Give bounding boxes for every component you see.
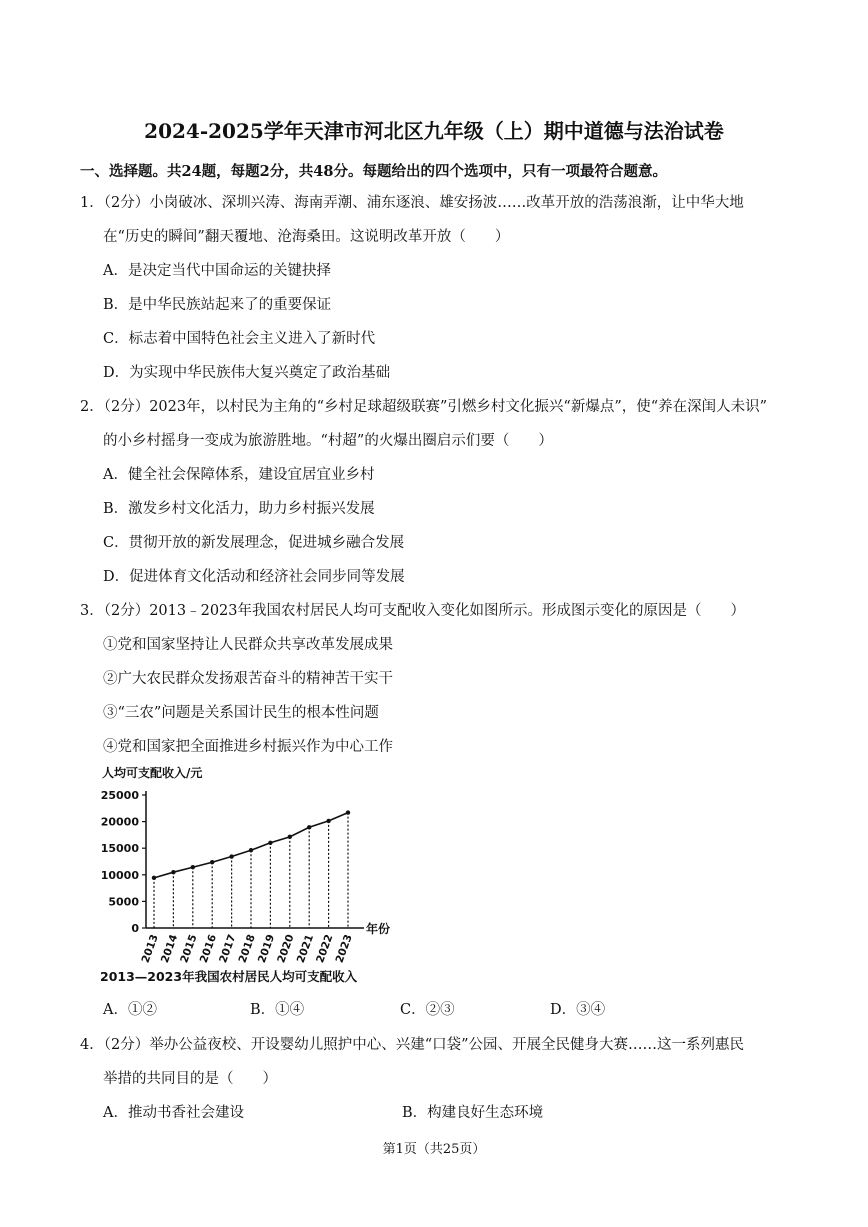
data-point [307,825,311,829]
question-3-option-c: C．②③ [400,1002,455,1018]
question-3-statement-4: ④党和国家把全面推进乡村振兴作为中心工作 [103,739,393,755]
x-tick-label: 2021 [294,932,317,965]
x-tick-label: 2019 [255,932,278,965]
y-tick-label: 20000 [100,815,139,829]
y-tick-label: 10000 [100,868,139,882]
data-point [191,865,195,869]
question-2-option-d: D．促进体育文化活动和经济社会同步同等发展 [103,569,405,585]
y-tick-label: 5000 [108,895,139,909]
question-3-stem: 3．（2分）2013﹣2023年我国农村居民人均可支配收入变化如图所示。形成图示变化的原因是（ ） [80,603,745,619]
income-chart [98,763,398,993]
y-tick-label: 0 [131,922,139,935]
data-point [346,810,350,814]
question-4-stem-cont: 举措的共同目的是（ ） [103,1071,277,1087]
data-point [171,870,175,874]
x-tick-label: 2023 [333,932,355,965]
question-1-option-b: B．是中华民族站起来了的重要保证 [103,297,332,313]
question-2-option-c: C．贯彻开放的新发展理念，促进城乡融合发展 [103,535,405,551]
data-point [249,848,253,852]
data-point [229,854,233,858]
question-1-option-d: D．为实现中华民族伟大复兴奠定了政治基础 [103,365,391,381]
x-axis-label: 年份 [366,922,391,936]
data-point [152,876,156,880]
question-4-option-a: A．推动书香社会建设 [103,1105,244,1121]
income-chart-svg [98,763,398,993]
chart-title: 2013—2023年我国农村居民人均可支配收入 [100,969,358,984]
question-1-option-c: C．标志着中国特色社会主义进入了新时代 [103,331,376,347]
x-tick-label: 2014 [158,932,181,965]
section-heading: 一、选择题。共24题，每题2分，共48分。每题给出的四个选项中，只有一项最符合题意。 [80,163,667,180]
x-tick-label: 2022 [314,932,336,965]
question-2-option-b: B．激发乡村文化活力，助力乡村振兴发展 [103,501,375,517]
question-3-option-d: D．③④ [550,1002,606,1018]
x-tick-label: 2017 [217,932,239,965]
question-4-option-b: B．构建良好生态环境 [402,1105,544,1121]
y-tick-label: 25000 [100,789,139,802]
data-point [326,819,330,823]
page-title: 2024-2025学年天津市河北区九年级（上）期中道德与法治试卷 [144,119,724,143]
question-4-stem: 4．（2分）举办公益夜校、开设婴幼儿照护中心、兴建“口袋”公园、开展全民健身大赛……这一系列惠民 [80,1037,745,1053]
question-2-option-a: A．健全社会保障体系，建设宜居宜业乡村 [103,467,375,483]
question-3-option-b: B．①④ [250,1002,305,1018]
x-tick-label: 2016 [197,932,220,965]
x-tick-label: 2020 [275,932,297,965]
question-3-option-a: A．①② [103,1002,157,1018]
y-tick-label: 15000 [100,842,139,856]
x-tick-label: 2015 [178,932,200,965]
question-3-statement-3: ③“三农”问题是关系国计民生的根本性问题 [103,705,379,721]
question-2-stem-cont: 的小乡村摇身一变成为旅游胜地。“村超”的火爆出圈启示们要（ ） [103,433,553,449]
question-3-statement-1: ①党和国家坚持让人民群众共享改革发展成果 [103,637,393,653]
data-point [288,835,292,839]
y-axis-label: 人均可支配收入/元 [102,766,203,780]
data-point [268,841,272,845]
question-1-option-a: A．是决定当代中国命运的关键抉择 [103,263,331,279]
question-2-stem: 2．（2分）2023年，以村民为主角的“乡村足球超级联赛”引燃乡村文化振兴“新爆点”，使“养在深闺人未识” [80,399,768,415]
question-1-stem: 1．（2分）小岗破冰、深圳兴涛、海南弄潮、浦东逐浪、雄安扬波……改革开放的浩荡浪渐，让中华大地 [80,195,744,211]
x-tick-label: 2013 [139,932,161,965]
question-3-statement-2: ②广大农民群众发扬艰苦奋斗的精神苦干实干 [103,671,393,687]
page-footer: 第1页（共25页） [382,1142,486,1157]
data-point [210,860,214,864]
x-tick-label: 2018 [236,932,258,965]
question-1-stem-cont: 在“历史的瞬间”翻天覆地、沧海桑田。这说明改革开放（ ） [103,229,510,245]
